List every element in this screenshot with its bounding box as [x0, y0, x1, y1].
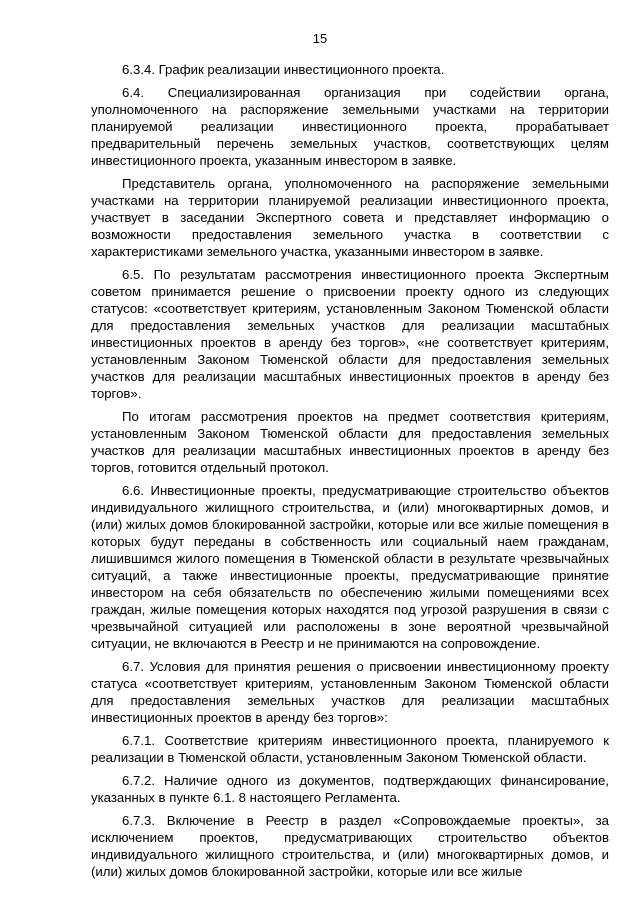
paragraph-6-7-3: 6.7.3. Включение в Реестр в раздел «Сопровождаемые проекты», за исключением проектов, предусматривающих строительство объектов индивидуального жилищного строительства, и (или) многоквартирных домов, и (или) жилых домов блокированной застройки, которые или все жилые — [91, 813, 609, 879]
paragraph-6-4: 6.4. Специализированная организация при содействии органа, уполномоченного на распоряжение земельными участками на территории планируемой реализации инвестиционного проекта, прорабатывает предварительный перечень земельных участков, соответствующих целям инвестиционного проекта, указанным инвестором в заявке. — [91, 85, 609, 168]
paragraph-representative: Представитель органа, уполномоченного на распоряжение земельными участками на территории планируемой реализации инвестиционного проекта, участвует в заседании Экспертного совета и представляет информацию о возможности предоставления земельного участка в соответствии с характеристиками земельного участка, указанными инвестором в заявке. — [91, 176, 609, 259]
paragraph-6-7-2: 6.7.2. Наличие одного из документов, подтверждающих финансирование, указанных в пункте 6.1. 8 настоящего Регламента. — [91, 773, 609, 805]
page-number: 15 — [312, 31, 328, 46]
paragraph-6-6: 6.6. Инвестиционные проекты, предусматривающие строительство объектов индивидуального жилищного строительства, и (или) многоквартирных домов, и (или) жилых домов блокированной застройки, которые или все жилые помещения в которых будут переданы в собственность или социальный наем гражданам, лишившимся жилого помещения в Тюменской области в результате чрезвычайных ситуаций, а также инвестиционные проекты, предусматривающие принятие инвестором на себя обязательств по обеспечению жилыми помещениями всех граждан, жилые помещения которых находятся под угрозой разрушения в связи с чрезвычайной ситуацией или расположены в зоне вероятной чрезвычайной ситуации, не включаются в Реестр и не принимаются на сопровождение. — [91, 483, 609, 651]
document-body — [91, 61, 609, 886]
paragraph-6-5: 6.5. По результатам рассмотрения инвестиционного проекта Экспертным советом принимается решение о присвоении проекту одного из следующих статусов: «соответствует критериям, установленным Законом Тюменской области для предоставления земельных участков для реализации масштабных инвестиционных проектов в аренду без торгов», «не соответствует критериям, установленным Законом Тюменской области для предоставления земельных участков для реализации масштабных инвестиционных проектов в аренду без торгов». — [91, 267, 609, 401]
paragraph-6-7: 6.7. Условия для принятия решения о присвоении инвестиционному проекту статуса «соответствует критериям, установленным Законом Тюменской области для предоставления земельных участков для реализации масштабных инвестиционных проектов в аренду без торгов»: — [91, 659, 609, 725]
paragraph-6-3-4: 6.3.4. График реализации инвестиционного проекта. — [122, 62, 445, 77]
paragraph-protocol: По итогам рассмотрения проектов на предмет соответствия критериям, установленным Законом Тюменской области для предоставления земельных участков для реализации масштабных инвестиционных проектов в аренду без торгов, готовится отдельный протокол. — [91, 409, 609, 475]
paragraph-6-7-1: 6.7.1. Соответствие критериям инвестиционного проекта, планируемого к реализации в Тюменской области, установленным Законом Тюменской области. — [91, 733, 609, 765]
